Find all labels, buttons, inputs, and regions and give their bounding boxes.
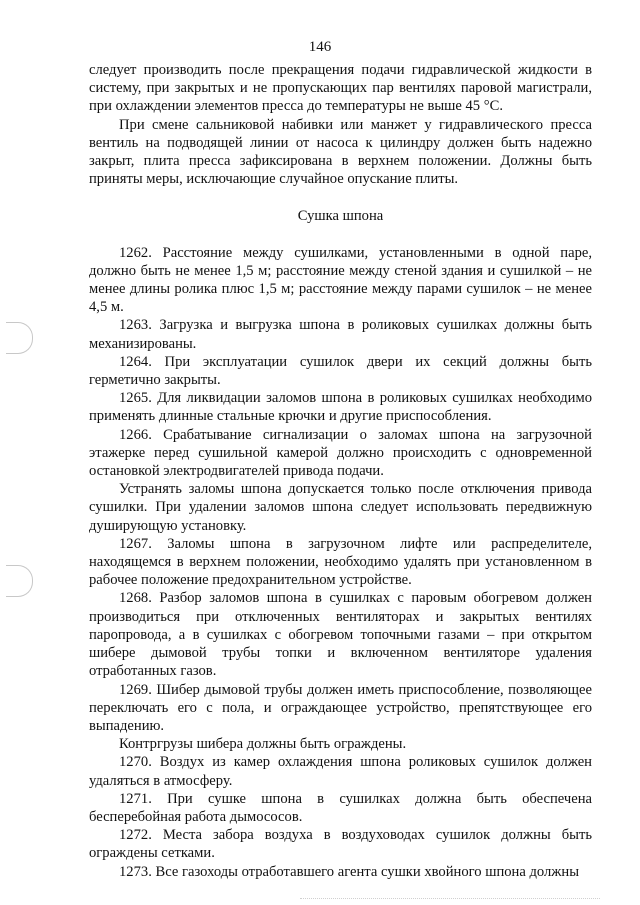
paragraph-1272: 1272. Места забора воздуха в воздуховодах сушилок должны быть ограждены сетками. — [89, 827, 592, 862]
paragraph-1273: 1273. Все газоходы отработавшего агента сушки хвойного шпона должны — [119, 863, 580, 880]
paragraph-1265: 1265. Для ликвидации заломов шпона в роликовых сушилках необходимо применять длинные стальные крючки и другие приспособления. — [89, 390, 592, 425]
paragraph-1263: 1263. Загрузка и выгрузка шпона в роликовых сушилках должны быть механизированы. — [89, 317, 592, 352]
document-body — [89, 61, 592, 881]
paragraph: следует производить после прекращения подачи гидравлической жидкости в систему, при закрытых и не пропускающих пар вентилях паровой магистрали, при охлаждении элементов пресса до температуры не выше 45 °С. — [89, 62, 592, 115]
binder-hole-mark — [6, 322, 33, 354]
page-number: 146 — [308, 39, 332, 55]
binder-hole-mark — [6, 565, 33, 597]
paragraph-1269: 1269. Шибер дымовой трубы должен иметь приспособление, позволяющее переключать его с пола, и ограждающее устройство, препятствующее его выпадению. — [89, 681, 592, 734]
paragraph: Устранять заломы шпона допускается только после отключения привода сушилки. При удалении заломов шпона следует использовать передвижную душирующую установку. — [89, 481, 592, 534]
paragraph: При смене сальниковой набивки или манжет у гидравлического пресса вентиль на подводящей линии от насоса к цилиндру должен быть надежно закрыт, плита пресса зафиксирована в верхнем положении. Должны быть приняты меры, исключающие случайное опускание плиты. — [89, 116, 592, 188]
paragraph: Контргрузы шибера должны быть ограждены. — [119, 736, 407, 753]
section-heading: Сушка шпона — [297, 208, 384, 225]
paragraph-1270: 1270. Воздух из камер охлаждения шпона роликовых сушилок должен удаляться в атмосферу. — [89, 754, 592, 789]
scan-edge-divider — [300, 898, 600, 899]
paragraph-1271: 1271. При сушке шпона в сушилках должна быть обеспечена бесперебойная работа дымососов. — [89, 790, 592, 825]
paragraph-1264: 1264. При эксплуатации сушилок двери их секций должны быть герметично закрыты. — [89, 353, 592, 389]
paragraph-1267: 1267. Заломы шпона в загрузочном лифте или распределителе, находящемся в верхнем положении, необходимо удалять при установленном в рабочее положение предохранительном устройстве. — [89, 535, 592, 589]
paragraph-1262: 1262. Расстояние между сушилками, установленными в одной паре, должно быть не менее 1,5 м; расстояние между стеной здания и сушилкой – не менее длины ролика плюс 1,5 м; расстояние между парами сушилок – не менее 4,5 м. — [89, 244, 592, 316]
paragraph-1268: 1268. Разбор заломов шпона в сушилках с паровым обогревом должен производиться при отключенных вентиляторах и закрытых вентилях паропровода, а в сушилках с обогревом топочными газами – при открытом шибере дымовой трубы топки и включенном вентиляторе удаления отработанных газов. — [89, 590, 592, 680]
paragraph-1266: 1266. Срабатывание сигнализации о заломах шпона на загрузочной этажерке перед сушильной камерой должно происходить с одновременной остановкой электродвигателей привода подачи. — [89, 426, 592, 480]
